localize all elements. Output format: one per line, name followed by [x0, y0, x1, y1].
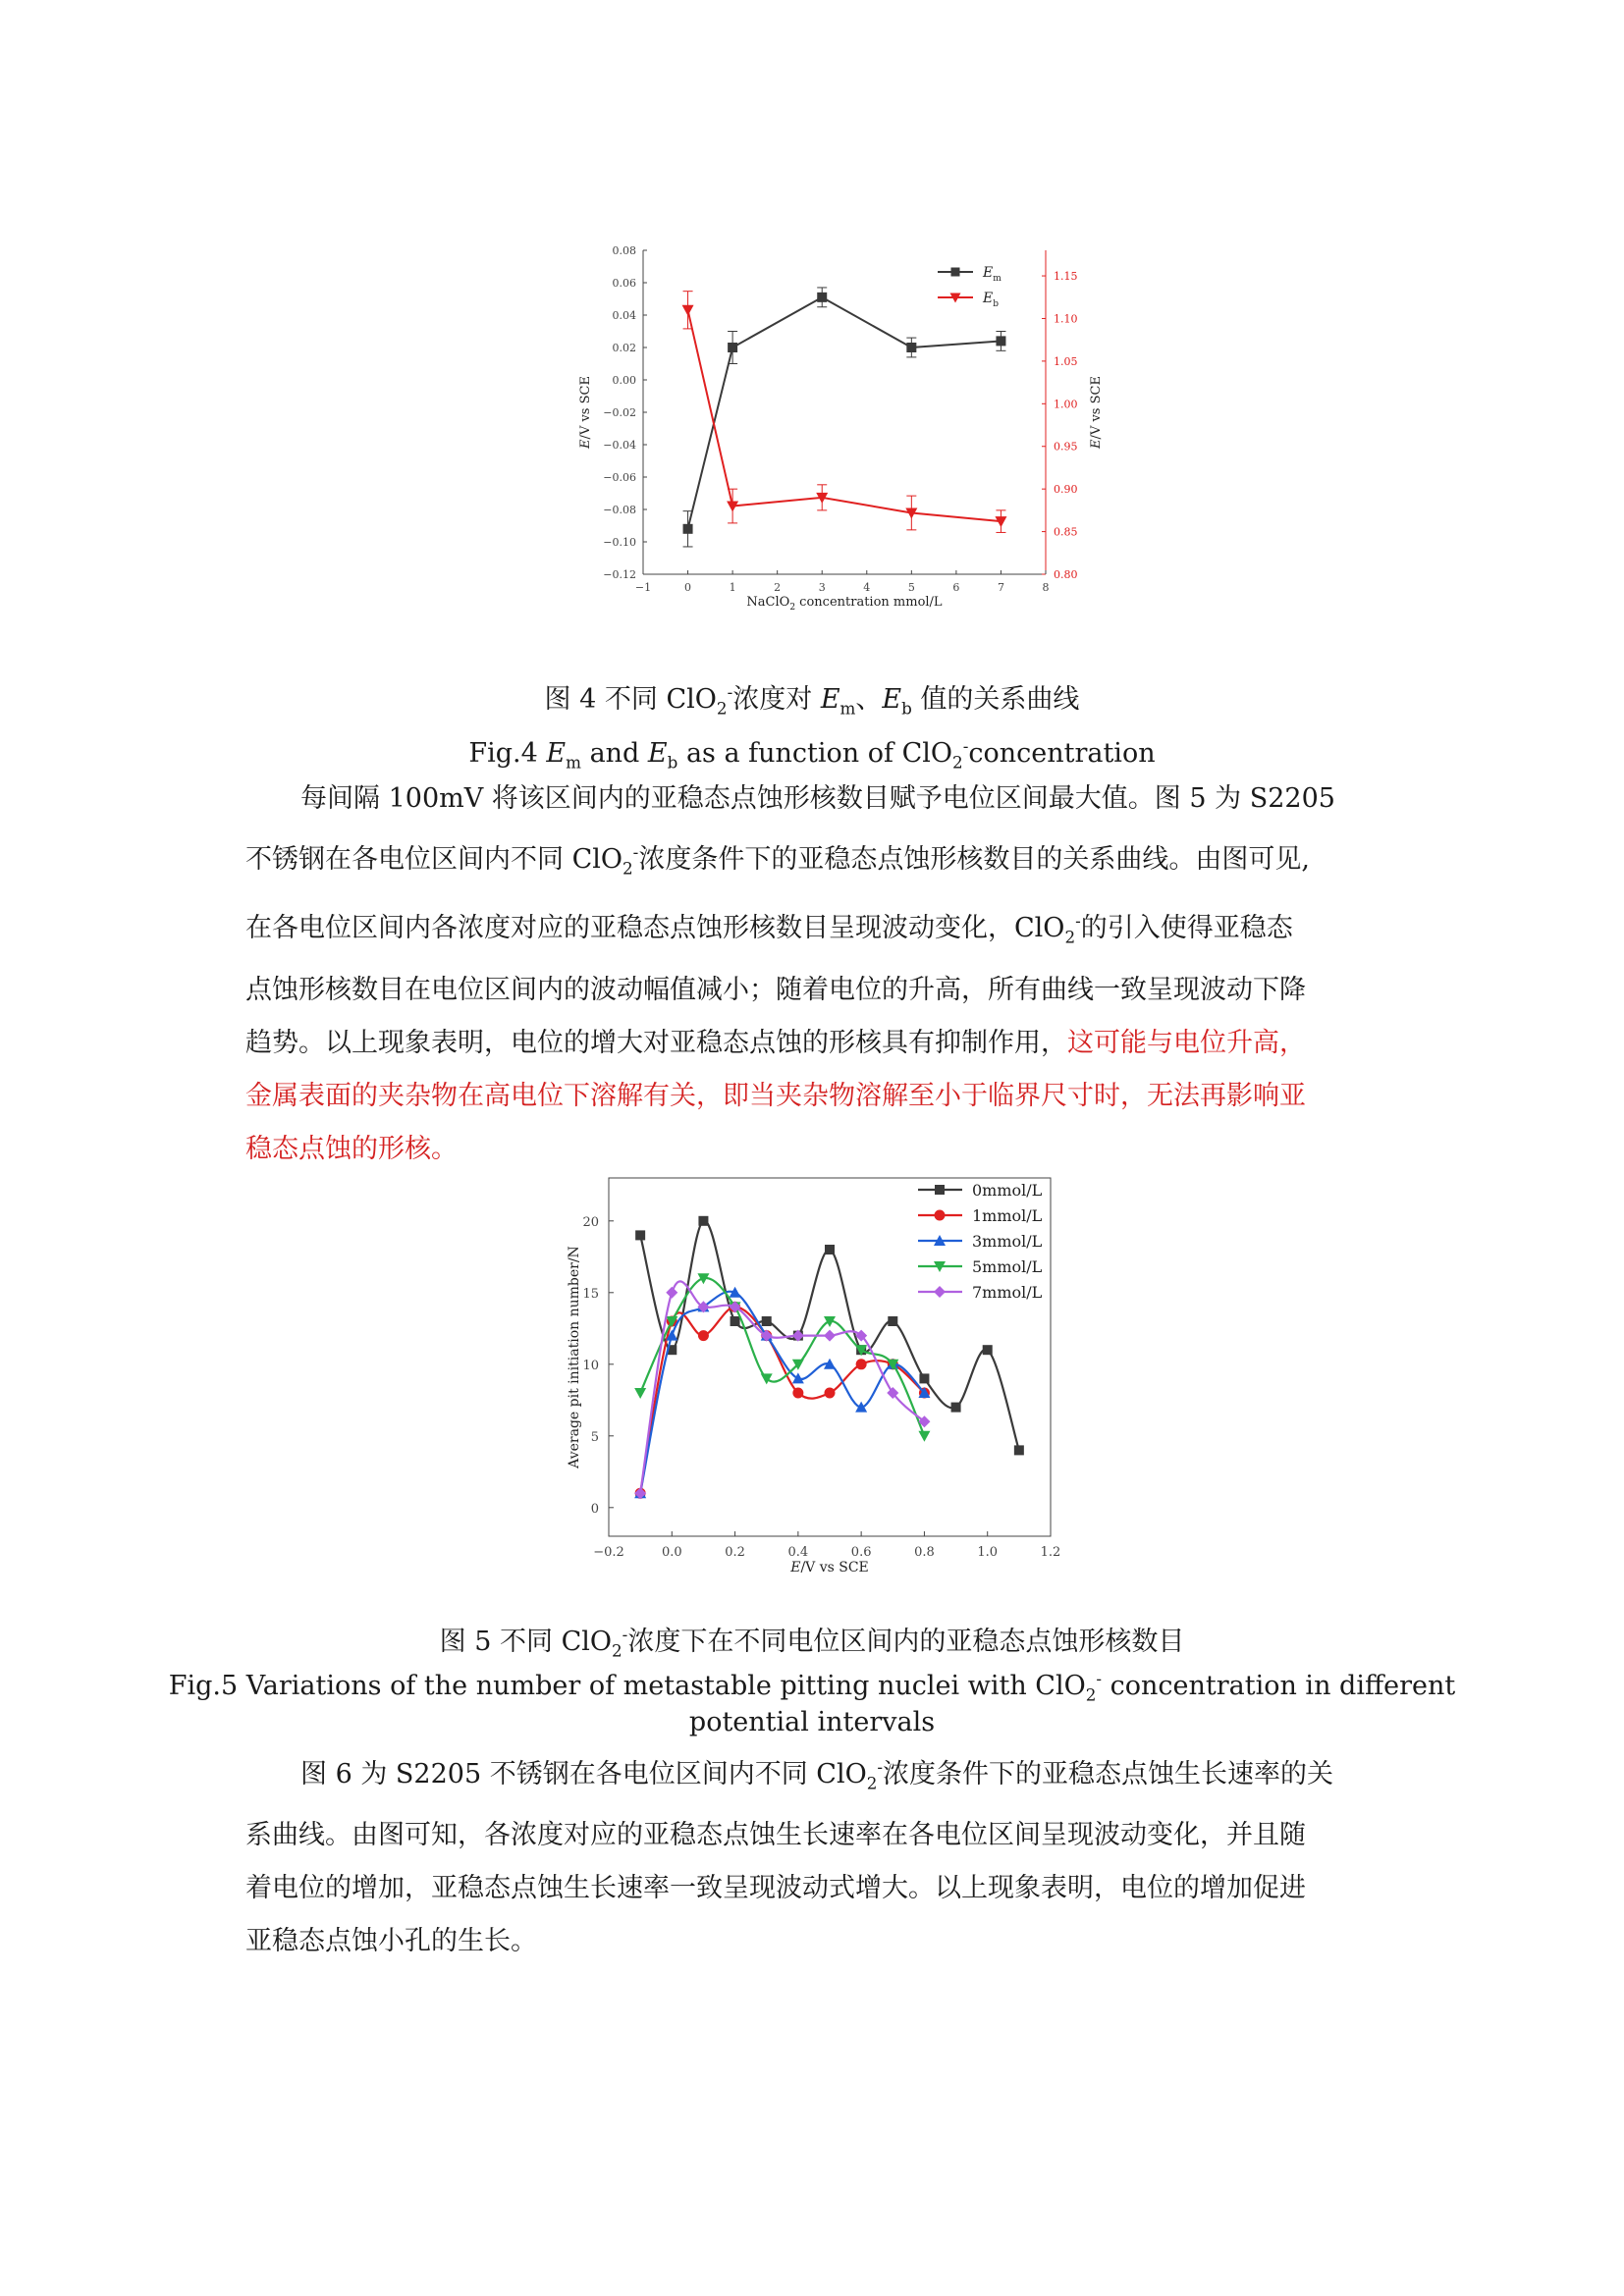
- data-point: [888, 1316, 897, 1326]
- data-point: [825, 1388, 836, 1399]
- y-tick-label: 20: [582, 1214, 599, 1230]
- legend-label: 3mmol/L: [972, 1232, 1043, 1251]
- text-run: m: [566, 752, 581, 773]
- x-tick-label: 1.0: [977, 1545, 999, 1560]
- text-run: b: [901, 698, 912, 719]
- text-run: concentration in different: [1102, 1671, 1456, 1701]
- text-run: 不锈钢在各电位区间内不同 ClO: [245, 844, 623, 875]
- x-tick-label: 0: [684, 581, 692, 594]
- paragraph-line: [245, 1809, 1384, 1862]
- figure-5-caption-en-line-2: potential intervals: [688, 1707, 936, 1737]
- y-tick-label: 0.08: [612, 244, 636, 257]
- text-run: 点蚀形核数目在电位区间内的波动幅值减小；随着电位的升高，所有曲线一致呈现波动下降: [245, 974, 1306, 1005]
- x-tick-label: 1: [729, 581, 736, 594]
- x-axis-label: NaClO$_2$ concentration mmol/L: [746, 595, 943, 613]
- text-run: 2: [952, 752, 963, 773]
- data-point: [996, 336, 1005, 346]
- text-run: -: [1096, 1669, 1103, 1688]
- x-tick-label: 0.0: [661, 1545, 682, 1560]
- paragraph-line: [245, 964, 1384, 1017]
- text-run: 浓度条件下的亚稳态点蚀生长速率的关: [883, 1759, 1334, 1789]
- y-tick-label: 0.02: [612, 342, 636, 354]
- y-tick-label: 10: [582, 1358, 599, 1373]
- paragraph-line: [245, 826, 1384, 894]
- paragraph-line: [245, 1915, 1384, 1968]
- right-y-tick-label: 0.95: [1054, 440, 1078, 454]
- data-point: [762, 1316, 772, 1326]
- left-y-axis-label: E/V vs SCE: [578, 376, 593, 449]
- legend-marker: [935, 1210, 946, 1221]
- text-run: E: [820, 684, 840, 715]
- series-line: [640, 1278, 924, 1436]
- right-y-tick-label: 0.90: [1054, 483, 1078, 497]
- right-y-tick-label: 0.85: [1054, 525, 1078, 539]
- text-run: 图 6 为 S2205 不锈钢在各电位区间内不同 ClO: [300, 1759, 867, 1789]
- data-point: [983, 1345, 993, 1355]
- data-point: [683, 524, 693, 534]
- y-tick-label: 5: [590, 1429, 599, 1445]
- y-tick-label: 0.06: [612, 277, 636, 290]
- x-tick-label: 4: [863, 581, 871, 594]
- text-run: as a function of ClO: [677, 738, 953, 769]
- right-y-tick-label: 1.00: [1054, 398, 1078, 411]
- y-tick-label: 0: [590, 1501, 599, 1517]
- x-tick-label: 2: [774, 581, 782, 594]
- text-run: m: [839, 698, 856, 719]
- text-run: -: [1075, 911, 1081, 932]
- data-point: [761, 1373, 773, 1384]
- text-run: 在各电位区间内各浓度对应的亚稳态点蚀形核数目呈现波动变化，ClO: [245, 913, 1065, 944]
- y-tick-label: 0.00: [612, 374, 636, 387]
- x-tick-label: 1.2: [1040, 1545, 1061, 1560]
- y-tick-label: −0.12: [603, 568, 636, 581]
- text-run: b: [667, 752, 678, 773]
- legend-label: 7mmol/L: [972, 1283, 1043, 1302]
- right-y-axis-label: E/V vs SCE: [1089, 376, 1104, 449]
- data-point: [825, 1245, 835, 1255]
- x-tick-label: −1: [634, 581, 652, 594]
- text-run: 2: [1085, 1684, 1097, 1705]
- data-point: [906, 343, 916, 352]
- series-line: [688, 310, 1001, 521]
- data-point: [817, 293, 827, 302]
- text-run: 2: [866, 1773, 878, 1793]
- x-tick-label: 7: [997, 581, 1004, 594]
- paragraph-line: [245, 773, 1384, 826]
- text-run: -: [632, 842, 639, 862]
- text-run: 系曲线。由图可知，各浓度对应的亚稳态点蚀生长速率在各电位区间呈现波动变化，并且随: [245, 1820, 1306, 1851]
- legend-marker: [934, 1286, 946, 1298]
- text-run: and: [580, 738, 648, 769]
- text-run: 2: [716, 698, 728, 719]
- right-y-tick-label: 1.15: [1054, 270, 1078, 284]
- text-run: 图 4 不同 ClO: [544, 684, 717, 715]
- data-point: [634, 1388, 646, 1399]
- series-line: [640, 1292, 924, 1494]
- text-run: E: [882, 684, 902, 715]
- x-tick-label: 6: [952, 581, 960, 594]
- x-tick-label: 0.2: [725, 1545, 745, 1560]
- legend-label: 0mmol/L: [972, 1181, 1043, 1200]
- x-tick-label: 5: [907, 581, 915, 594]
- text-run: E: [546, 738, 567, 769]
- data-point: [918, 1431, 930, 1442]
- text-run: -: [962, 736, 969, 756]
- x-tick-label: 3: [818, 581, 826, 594]
- data-point: [728, 343, 737, 352]
- data-point: [731, 1316, 740, 1326]
- x-tick-label: 0.4: [787, 1545, 809, 1560]
- data-point: [698, 1216, 708, 1226]
- text-run: 2: [623, 858, 633, 879]
- series-line: [688, 297, 1001, 529]
- data-point: [1014, 1445, 1024, 1455]
- text-run: 浓度条件下的亚稳态点蚀形核数目的关系曲线。由图可见,: [638, 844, 1310, 875]
- x-tick-label: −0.2: [593, 1545, 624, 1560]
- data-point: [824, 1330, 836, 1342]
- text-run: 趋势。以上现象表明，电位的增大对亚稳态点蚀的形核具有抑制作用，: [245, 1027, 1067, 1058]
- text-run: 2: [1064, 927, 1076, 947]
- right-y-tick-label: 1.05: [1054, 354, 1078, 368]
- x-tick-label: 0.8: [914, 1545, 935, 1560]
- text-run: 2: [612, 1640, 623, 1661]
- text-run: 浓度对: [732, 684, 821, 715]
- figure-4-caption-cn: [0, 672, 1624, 727]
- paragraph-line: [245, 894, 1384, 963]
- paragraph-line: [245, 1740, 1384, 1809]
- data-point: [951, 1403, 961, 1413]
- text-run: -: [727, 682, 733, 702]
- text-run: 金属表面的夹杂物在高电位下溶解有关，即当夹杂物溶解至小于临界尺寸时，无法再影响亚: [245, 1080, 1306, 1111]
- right-y-tick-label: 0.80: [1054, 568, 1078, 581]
- y-axis-label: Average pit initiation number/N: [567, 1246, 582, 1468]
- text-run: -: [622, 1625, 628, 1644]
- text-run: 着电位的增加，亚稳态点蚀生长速率一致呈现波动式增大。以上现象表明，电位的增加促进: [245, 1873, 1306, 1904]
- paragraph-line: [245, 1070, 1384, 1123]
- text-run: 的引入使得亚稳态: [1080, 913, 1293, 944]
- paragraph-2: [245, 1740, 1384, 1968]
- x-tick-label: 8: [1042, 581, 1050, 594]
- text-run: 每间隔 100mV 将该区间内的亚稳态点蚀形核数目赋予电位区间最大值。图 5 为 S2205: [300, 783, 1335, 814]
- text-run: 图 5 不同 ClO: [439, 1627, 613, 1657]
- paragraph-line: [245, 1017, 1384, 1070]
- data-point: [635, 1230, 645, 1240]
- right-y-tick-label: 1.10: [1054, 312, 1078, 326]
- data-point: [698, 1330, 709, 1341]
- data-point: [919, 1373, 929, 1383]
- y-tick-label: −0.02: [603, 406, 636, 419]
- text-run: Fig.5 Variations of the number of metastable pitting nuclei with ClO: [168, 1671, 1086, 1701]
- y-tick-label: −0.08: [603, 504, 636, 516]
- legend-label: 1mmol/L: [972, 1206, 1043, 1225]
- legend-marker: [935, 1185, 945, 1195]
- y-tick-label: −0.04: [603, 439, 636, 452]
- y-tick-label: −0.10: [603, 536, 636, 549]
- text-run: -: [877, 1757, 884, 1777]
- text-run: 浓度下在不同电位区间内的亚稳态点蚀形核数目: [627, 1627, 1185, 1657]
- legend-label: $E_m$: [983, 265, 1001, 284]
- legend-label: 5mmol/L: [972, 1257, 1043, 1276]
- text-run: Fig.4: [468, 738, 547, 769]
- text-run: E: [647, 738, 668, 769]
- paragraph-1: [245, 773, 1384, 1176]
- x-axis-label: E/V vs SCE: [790, 1560, 869, 1575]
- text-run: 稳态点蚀的形核。: [245, 1133, 458, 1164]
- x-tick-label: 0.6: [850, 1545, 872, 1560]
- legend-label: $E_b$: [983, 291, 999, 309]
- paragraph-line: [245, 1862, 1384, 1915]
- data-point: [666, 1287, 677, 1299]
- text-run: concentration: [968, 738, 1156, 769]
- legend-marker: [951, 268, 960, 277]
- text-run: 、: [855, 684, 883, 715]
- y-tick-label: −0.06: [603, 471, 636, 484]
- data-point: [682, 305, 694, 316]
- text-run: 这可能与电位升高，: [1067, 1027, 1306, 1058]
- figure-4-chart: [560, 236, 1119, 618]
- figure-5-chart: [555, 1168, 1090, 1580]
- text-run: 亚稳态点蚀小孔的生长。: [245, 1926, 537, 1957]
- y-tick-label: 15: [582, 1286, 599, 1302]
- data-point: [856, 1359, 867, 1369]
- data-point: [792, 1388, 803, 1399]
- y-tick-label: 0.04: [612, 309, 636, 322]
- text-run: 值的关系曲线: [911, 684, 1080, 715]
